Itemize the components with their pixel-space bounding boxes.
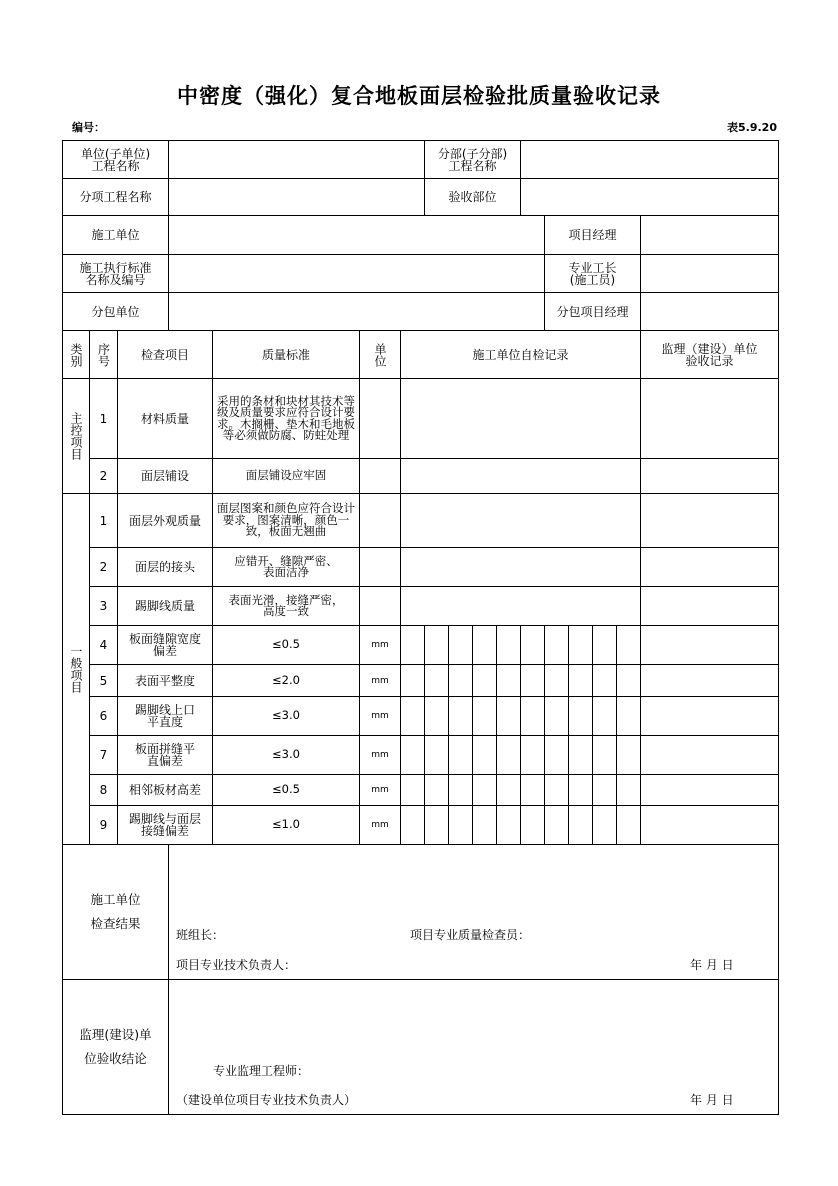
- supervision-field[interactable]: [640, 378, 779, 459]
- header-unit: 单位: [359, 330, 401, 379]
- self-check-cell[interactable]: [472, 625, 497, 665]
- contractor-result-label: 施工单位 检查结果: [62, 844, 169, 980]
- item-name: 板面缝隙宽度 偏差: [117, 625, 213, 665]
- supervision-result-label: 监理(建设)单 位验收结论: [62, 979, 169, 1115]
- item-name: 表面平整度: [117, 664, 213, 697]
- standard-label: 施工执行标准 名称及编号: [62, 254, 169, 293]
- unit-project-label: 单位(子单位) 工程名称: [62, 140, 169, 179]
- self-check-cell[interactable]: [472, 696, 497, 736]
- self-check-cell[interactable]: [496, 735, 521, 775]
- item-unit: mm: [359, 696, 401, 736]
- item-unit: [359, 378, 401, 459]
- sub-project-label: 分部(子分部) 工程名称: [424, 140, 521, 179]
- self-check-cell[interactable]: [520, 805, 545, 845]
- item-unit: [359, 458, 401, 494]
- item-standard: 面层图案和颜色应符合设计要求，图案清晰，颜色一致，板面无翘曲: [212, 493, 360, 548]
- item-standard: 面层铺设应牢固: [212, 458, 360, 494]
- item-name: 板面拼缝平 直偏差: [117, 735, 213, 775]
- item-standard: ≤2.0: [212, 664, 360, 697]
- supervision-field[interactable]: [640, 696, 779, 736]
- item-no: 3: [89, 586, 118, 626]
- supervision-field[interactable]: [640, 774, 779, 806]
- item-no: 2: [89, 547, 118, 587]
- item-no: 7: [89, 735, 118, 775]
- self-check-cell[interactable]: [616, 735, 641, 775]
- self-check-cell[interactable]: [544, 625, 569, 665]
- self-check-cell[interactable]: [616, 805, 641, 845]
- self-check-cell[interactable]: [520, 774, 545, 806]
- contractor-date: 年 月 日: [690, 958, 734, 972]
- item-name: 踢脚线上口 平直度: [117, 696, 213, 736]
- standard-field[interactable]: [168, 254, 545, 293]
- item-name: 踢脚线与面层 接缝偏差: [117, 805, 213, 845]
- self-check-cell[interactable]: [424, 735, 449, 775]
- self-check-cell[interactable]: [400, 664, 425, 697]
- self-check-cell[interactable]: [448, 774, 473, 806]
- form-title: 中密度（强化）复合地板面层检验批质量验收记录: [177, 84, 661, 108]
- item-name: 面层外观质量: [117, 493, 213, 548]
- self-check-cell[interactable]: [400, 805, 425, 845]
- self-check-cell[interactable]: [424, 774, 449, 806]
- project_manager-field[interactable]: [640, 215, 779, 255]
- self-check-cell[interactable]: [616, 774, 641, 806]
- self-check-cell[interactable]: [544, 805, 569, 845]
- supervision-field[interactable]: [640, 664, 779, 697]
- item-unit: [359, 547, 401, 587]
- header-item: 检查项目: [117, 330, 213, 379]
- self-check-cell[interactable]: [496, 696, 521, 736]
- self-check-cell[interactable]: [448, 664, 473, 697]
- self-check-cell[interactable]: [544, 774, 569, 806]
- self-check-cell[interactable]: [472, 735, 497, 775]
- supervision-field[interactable]: [640, 805, 779, 845]
- self-check-cell[interactable]: [424, 625, 449, 665]
- quality-inspector-label: 项目专业质量检查员：: [410, 928, 531, 942]
- item-no: 1: [89, 378, 118, 459]
- item-no: 5: [89, 664, 118, 697]
- sub_manager-field[interactable]: [640, 292, 779, 331]
- self-check-cell[interactable]: [448, 696, 473, 736]
- self-check-field[interactable]: [400, 458, 641, 494]
- self-check-cell[interactable]: [520, 735, 545, 775]
- self-check-cell[interactable]: [616, 696, 641, 736]
- self-check-field[interactable]: [400, 493, 641, 548]
- serial-label: 编号：: [72, 121, 105, 134]
- self-check-cell[interactable]: [496, 625, 521, 665]
- project_manager-label: 项目经理: [544, 215, 641, 255]
- self-check-cell[interactable]: [496, 774, 521, 806]
- self-check-cell[interactable]: [568, 696, 593, 736]
- supervision-field[interactable]: [640, 458, 779, 494]
- self-check-cell[interactable]: [448, 805, 473, 845]
- contractor-label: 施工单位: [62, 215, 169, 255]
- self-check-cell[interactable]: [616, 664, 641, 697]
- header-supervision: 监理（建设）单位 验收记录: [640, 330, 779, 379]
- supervision-field[interactable]: [640, 493, 779, 548]
- item-unit: [359, 493, 401, 548]
- item-no: 2: [89, 458, 118, 494]
- self-check-cell[interactable]: [568, 625, 593, 665]
- self-check-cell[interactable]: [592, 664, 617, 697]
- supervision-field[interactable]: [640, 547, 779, 587]
- self-check-cell[interactable]: [448, 625, 473, 665]
- self-check-cell[interactable]: [568, 774, 593, 806]
- unit-project-field[interactable]: [168, 140, 425, 179]
- self-check-field[interactable]: [400, 378, 641, 459]
- self-check-cell[interactable]: [472, 805, 497, 845]
- self-check-cell[interactable]: [424, 805, 449, 845]
- self-check-cell[interactable]: [448, 735, 473, 775]
- supervision-field[interactable]: [640, 735, 779, 775]
- item-standard: ≤0.5: [212, 625, 360, 665]
- sub-project-field[interactable]: [520, 140, 779, 179]
- self-check-cell[interactable]: [424, 664, 449, 697]
- item-standard: ≤1.0: [212, 805, 360, 845]
- item-standard: ≤3.0: [212, 696, 360, 736]
- item-unit: mm: [359, 625, 401, 665]
- item-name: 面层的接头: [117, 547, 213, 587]
- self-check-cell[interactable]: [568, 735, 593, 775]
- table-code: 表5.9.20: [727, 121, 777, 134]
- engineer-label: 专业监理工程师：: [213, 1064, 310, 1078]
- item-unit: mm: [359, 774, 401, 806]
- self-check-cell[interactable]: [400, 625, 425, 665]
- item-no: 4: [89, 625, 118, 665]
- self-check-cell[interactable]: [424, 696, 449, 736]
- self-check-cell[interactable]: [520, 664, 545, 697]
- owner-lead-label: （建设单位项目专业技术负责人）: [176, 1093, 357, 1107]
- team-leader-label: 班组长：: [176, 928, 225, 942]
- self-check-cell[interactable]: [592, 625, 617, 665]
- item-no: 9: [89, 805, 118, 845]
- item-unit: mm: [359, 664, 401, 697]
- self-check-cell[interactable]: [592, 805, 617, 845]
- item-name: 材料质量: [117, 378, 213, 459]
- self-check-cell[interactable]: [472, 774, 497, 806]
- main-category: 主控项目: [62, 378, 90, 494]
- item-project-label: 分项工程名称: [62, 178, 169, 216]
- self-check-cell[interactable]: [472, 664, 497, 697]
- self-check-cell[interactable]: [592, 696, 617, 736]
- header-standard: 质量标准: [212, 330, 360, 379]
- self-check-cell[interactable]: [592, 735, 617, 775]
- item-name: 面层铺设: [117, 458, 213, 494]
- header-self-check: 施工单位自检记录: [400, 330, 641, 379]
- item-standard: ≤3.0: [212, 735, 360, 775]
- contractor-field[interactable]: [168, 215, 545, 255]
- header-category: 类别: [62, 330, 90, 379]
- self-check-cell[interactable]: [568, 664, 593, 697]
- tech-lead-label: 项目专业技术负责人：: [176, 958, 297, 972]
- sub_manager-label: 分包项目经理: [544, 292, 641, 331]
- item-unit: [359, 586, 401, 626]
- self-check-cell[interactable]: [520, 696, 545, 736]
- item-standard: 表面光滑，接缝严密， 高度一致: [212, 586, 360, 626]
- self-check-cell[interactable]: [520, 625, 545, 665]
- subcontractor-label: 分包单位: [62, 292, 169, 331]
- foreman-field[interactable]: [640, 254, 779, 293]
- item-standard: 采用的条材和块材其技术等级及质量要求应符合设计要求。木搁栅、垫木和毛地板等必须做防腐、防蛀处理: [212, 378, 360, 459]
- inspect-part-field[interactable]: [520, 178, 779, 216]
- subcontractor-field[interactable]: [168, 292, 545, 331]
- item-name: 相邻板材高差: [117, 774, 213, 806]
- inspect-part-label: 验收部位: [424, 178, 521, 216]
- self-check-cell[interactable]: [568, 805, 593, 845]
- self-check-cell[interactable]: [544, 664, 569, 697]
- item-standard: ≤0.5: [212, 774, 360, 806]
- foreman-label: 专业工长 (施工员): [544, 254, 641, 293]
- item-name: 踢脚线质量: [117, 586, 213, 626]
- self-check-cell[interactable]: [400, 735, 425, 775]
- self-check-cell[interactable]: [616, 625, 641, 665]
- header-seq: 序号: [89, 330, 118, 379]
- item-unit: mm: [359, 735, 401, 775]
- self-check-cell[interactable]: [496, 664, 521, 697]
- general-category: 一般项目: [62, 493, 90, 845]
- self-check-field[interactable]: [400, 547, 641, 587]
- supervision-date: 年 月 日: [690, 1093, 734, 1107]
- supervision-field[interactable]: [640, 625, 779, 665]
- item-no: 6: [89, 696, 118, 736]
- self-check-cell[interactable]: [400, 696, 425, 736]
- self-check-cell[interactable]: [544, 696, 569, 736]
- supervision-field[interactable]: [640, 586, 779, 626]
- self-check-cell[interactable]: [592, 774, 617, 806]
- self-check-cell[interactable]: [496, 805, 521, 845]
- self-check-cell[interactable]: [400, 774, 425, 806]
- self-check-cell[interactable]: [544, 735, 569, 775]
- item-unit: mm: [359, 805, 401, 845]
- item-standard: 应错开、缝隙严密、 表面洁净: [212, 547, 360, 587]
- item-no: 1: [89, 493, 118, 548]
- item-no: 8: [89, 774, 118, 806]
- self-check-field[interactable]: [400, 586, 641, 626]
- item-project-field[interactable]: [168, 178, 425, 216]
